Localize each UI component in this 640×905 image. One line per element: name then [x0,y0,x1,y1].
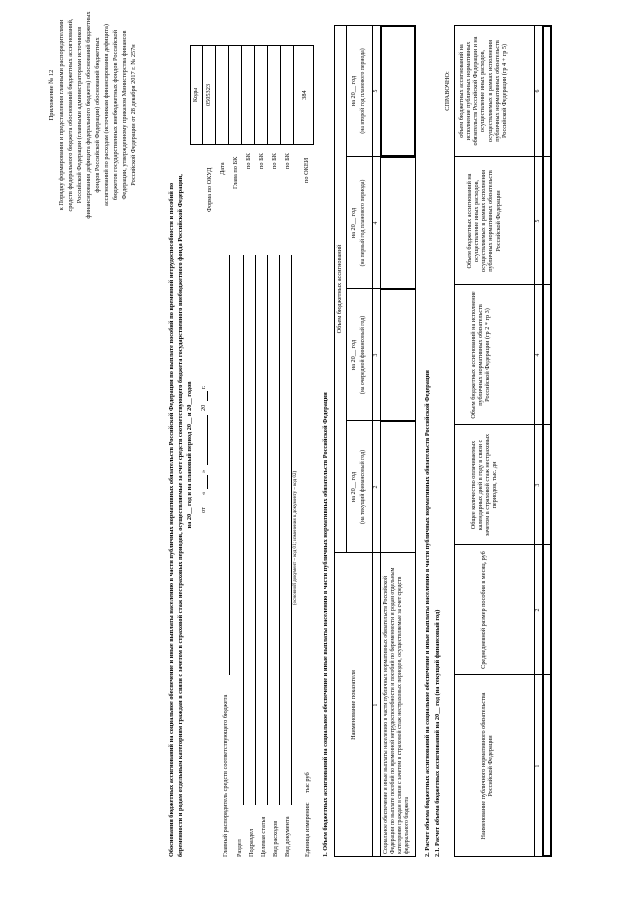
s1-col-num: 4 [373,221,379,225]
section1-heading: 1. Объем бюджетных ассигнований на социальное обеспечение и иные выплаты населению в части публичных нормативных обязательств Российской Федерации [322,392,329,857]
codes-divider [202,45,203,145]
form-title: на 20__ год и на плановый период 20__ и 20__ годов [186,381,193,529]
field-subsection: Подраздел [248,828,255,857]
field-doc-type-line[interactable] [291,255,292,805]
codes-divider [215,45,216,145]
date-quote-open: « [200,491,207,495]
annex-line: Российской Федерации (главными администраторами источников [76,26,83,204]
codes-header: Коды [192,87,199,103]
date-day-blank[interactable] [207,475,208,489]
codes-divider [280,45,281,145]
s1-year-note: (на очередной финансовый год) [360,315,366,395]
s2-col-num: 2 [535,608,541,612]
codes-row-label: по БК [284,153,291,169]
s1-row-value[interactable] [380,289,416,421]
s2-col-header: Общее количество оплачиваемых календарных дней в году в связи с зачетом в страховой стаж нестраховых периодов, тыс. дн [470,433,499,537]
annex-number: Приложение № 12 [48,69,55,121]
codes-row-label: Глава по БК [232,156,239,189]
codes-form-code: 0505323 [205,83,212,107]
s1-col-num: 2 [373,485,379,489]
s1-year-note: (на первый год планового периода) [360,179,366,267]
field-section: Раздел [236,839,243,857]
annex-line: финансирования дефицита федерального бюджета) обоснований бюджетных [85,11,92,219]
section2-heading: 2. Расчет объема бюджетных ассигнований на социальное обеспечение и иные выплаты населению в части публичных нормативных обязательств Российской Федерации [424,370,431,857]
codes-okei-label: по ОКЕИ [303,157,310,183]
field-expense-type: Вид расходов [272,820,279,857]
s2-col-num: 3 [535,483,541,487]
s2-col-num: 6 [535,89,541,93]
codes-okei-code: 384 [301,90,308,100]
form-title: Обоснования бюджетных ассигнований на социальное обеспечение и иные выплаты населению в части публичных нормативных обязательств Российской Федерации по выплате пособий по временной нетрудоспособности и пособий по [168,182,175,857]
unit-label: Единица измерения: [304,802,311,857]
unit-value: тыс руб [304,772,311,793]
annex-line: ассигнований по расходам (источникам финансирования дефицита) [103,24,110,206]
annex-line: Федерации, утвержденному приказом Министерства финансов [121,30,128,200]
s1-row-value[interactable] [380,25,416,157]
codes-row-label: Дата [219,162,226,175]
codes-row-label: по БК [271,153,278,169]
field-target-item: Целевая статья [260,816,267,857]
field-subsection-line[interactable] [255,255,256,805]
s2-col-header: Наименование публичного нормативного обязательства Российской Федерации [480,692,495,840]
field-main-manager-line[interactable] [229,255,230,675]
codes-divider [241,45,242,145]
field-expense-type-line[interactable] [279,255,280,805]
s1-row-value[interactable] [380,157,416,289]
codes-row-label: по БК [245,153,252,169]
s1-year-note: (на текущий финансовый год) [360,449,366,525]
annex-line: фондов Российской Федерации) обоснований бюджетных [94,37,101,193]
s1-row-value[interactable] [380,421,416,553]
s2-col-header: объем бюджетных ассигнований на исполнение публичных нормативных обязательств Российской Федерации и на осуществление иных расходов, осуществляемых в рамках исполнения публичных нормативных обязательств Российской Федерации (гр 4 + гр 5) [458,36,508,146]
s1-row-divider [346,25,347,553]
section2-subheading: 2.1. Расчет объема бюджетных ассигнований на 20__ год (на текущий финансовый год) [434,609,441,857]
s1-year: на 20__ год [350,471,357,503]
s1-year: на 20__ год [350,75,357,107]
field-doc-type-hint: (основной документ – код 01; изменения к документу – код 02) [293,470,298,605]
annex-line: Российской Федерации от 28 декабря 2017 г. № 257н [130,44,137,186]
s1-year-note: (на второй год планового периода) [360,48,366,134]
s1-year: на 20__ год [350,207,357,239]
codes-divider [228,45,229,145]
field-doc-type: Вид документа [284,816,291,857]
date-year-prefix: 20 [200,404,207,411]
s1-year: на 20__ год [350,339,357,371]
date-year-blank[interactable] [207,391,208,401]
field-section-line[interactable] [243,255,244,805]
s2-data-row[interactable] [542,25,552,857]
codes-divider [267,45,268,145]
annex-line: бюджетов государственных внебюджетных фондов Российской [112,29,119,201]
s2-col-num: 4 [535,353,541,357]
field-target-item-line[interactable] [267,255,268,805]
s2-col-header: Объем бюджетных ассигнований на осуществление иных расходов, осуществляемых в рамках исполнения публичных нормативных обязательств Российской Федерации [466,170,502,272]
codes-divider [254,45,255,145]
date-from: от [200,507,207,513]
annex-line: к Порядку формирования и представления главными распорядителями [58,19,65,211]
s1-col-num: 3 [373,353,379,357]
form-title: беременности и родам отдельным категориям граждан в связи с зачетом в страховой стаж нестраховых периодов, осуществляемые за счет средств соответствующего бюджета государственного внебюджетного фонда Российской Федерации, [177,174,184,857]
field-main-manager: Главный распорядитель средств соответствующего бюджета [222,694,229,857]
s2-col-header: Объем бюджетных ассигнований на исполнение публичных нормативных обязательств Российской Федерации (гр 2 * гр 3) [470,291,492,419]
date-month-blank[interactable] [207,415,208,465]
codes-form-label: Форма по ОКУД [206,167,213,212]
annex-line: средств федерального бюджета обоснований бюджетных ассигнований, [67,18,74,212]
section2-reference: СПРАВОЧНО: [444,71,451,111]
s1-col-name: Наименование показателя [350,670,357,740]
codes-divider [293,45,294,145]
s2-col-header: Среднедневной размер пособия в месяц, руб [480,551,487,669]
s1-row-text: Социальное обеспечение и иные выплаты населению в части публичных нормативных обязательств Российской Федерации по выплате пособий по временной нетрудоспособности и пособий по беременности и родам отдельным категориям граждан в связи с зачетом в страховой стаж нестраховых периодов, осуществляемые за счет средств федерального бюджета [383,567,410,854]
date-year-end: г. [200,385,207,389]
date-quote-close: » [200,469,207,473]
codes-row-label: по БК [258,153,265,169]
s2-col-num: 5 [535,219,541,223]
s1-col-group: Объем бюджетных ассигнований [336,244,343,334]
s1-col-num: 1 [373,703,379,707]
s2-col-num: 1 [535,764,541,768]
s1-col-num: 5 [373,89,379,93]
